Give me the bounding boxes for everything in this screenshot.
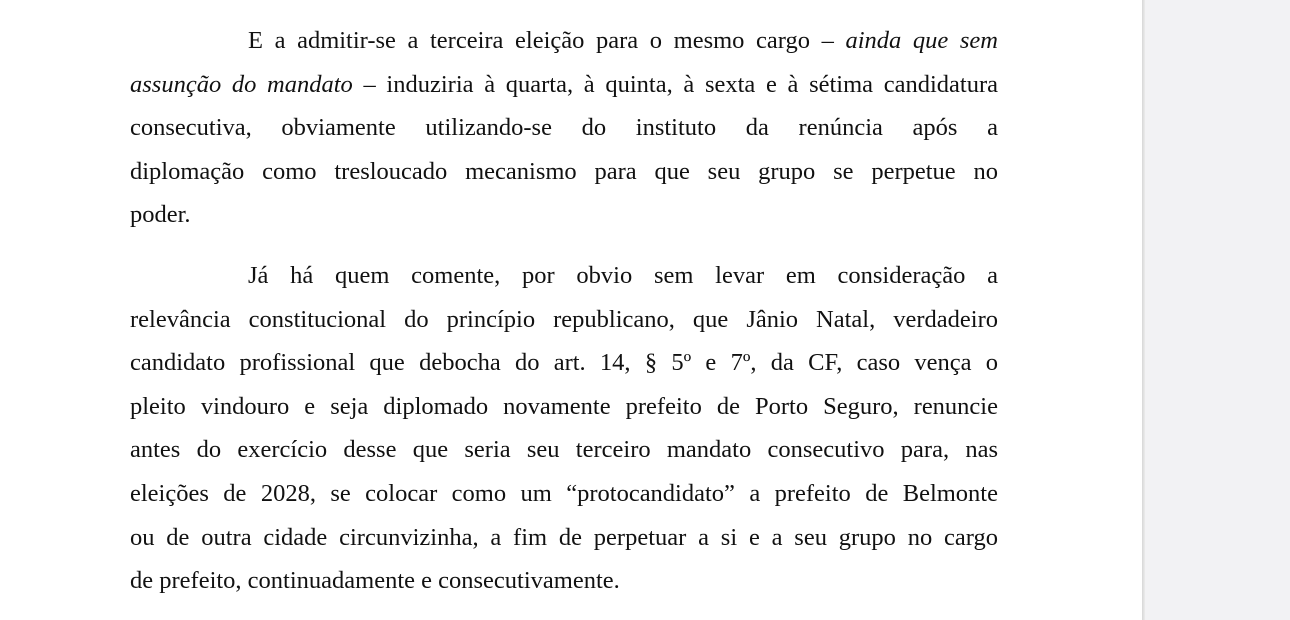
italic-text: assunção do mandato bbox=[130, 70, 353, 98]
body-text: eleições de 2028, se colocar como um “protocandidato” a prefeito de Belmonte bbox=[130, 479, 998, 507]
viewer-gutter bbox=[1145, 0, 1290, 620]
paragraph bbox=[130, 19, 998, 237]
text-line bbox=[130, 516, 998, 560]
text-line bbox=[130, 19, 998, 63]
text-line bbox=[130, 150, 998, 194]
text-line bbox=[130, 428, 998, 472]
body-text: consecutiva, obviamente utilizando-se do instituto da renúncia após a bbox=[130, 114, 998, 142]
body-text: poder. bbox=[130, 201, 191, 229]
paragraph bbox=[130, 254, 998, 603]
text-line bbox=[130, 472, 998, 516]
body-text: diplomação como tresloucado mecanismo para que seu grupo se perpetue no bbox=[130, 157, 998, 185]
body-text: – induziria à quarta, à quinta, à sexta e à sétima candidatura bbox=[352, 70, 998, 98]
text-line bbox=[130, 559, 998, 603]
text-line bbox=[130, 254, 998, 298]
text-line bbox=[130, 298, 998, 342]
document-body bbox=[130, 19, 998, 603]
body-text: candidato profissional que debocha do art. 14, § 5º e 7º, da CF, caso vença o bbox=[130, 349, 998, 377]
body-text: E a admitir-se a terceira eleição para o mesmo cargo – bbox=[248, 27, 846, 54]
text-line bbox=[130, 106, 998, 150]
italic-text: ainda que sem bbox=[845, 27, 998, 54]
text-line bbox=[130, 385, 998, 429]
body-text: relevância constitucional do princípio republicano, que Jânio Natal, verdadeiro bbox=[130, 305, 998, 333]
body-text: de prefeito, continuadamente e consecutivamente. bbox=[130, 567, 620, 595]
body-text: Já há quem comente, por obvio sem levar em consideração a bbox=[248, 261, 998, 289]
body-text: antes do exercício desse que seria seu terceiro mandato consecutivo para, nas bbox=[130, 436, 998, 464]
text-line bbox=[130, 63, 998, 107]
body-text: ou de outra cidade circunvizinha, a fim de perpetuar a si e a seu grupo no cargo bbox=[130, 523, 998, 551]
text-line bbox=[130, 341, 998, 385]
body-text: pleito vindouro e seja diplomado novamente prefeito de Porto Seguro, renuncie bbox=[130, 392, 998, 420]
text-line bbox=[130, 193, 998, 237]
